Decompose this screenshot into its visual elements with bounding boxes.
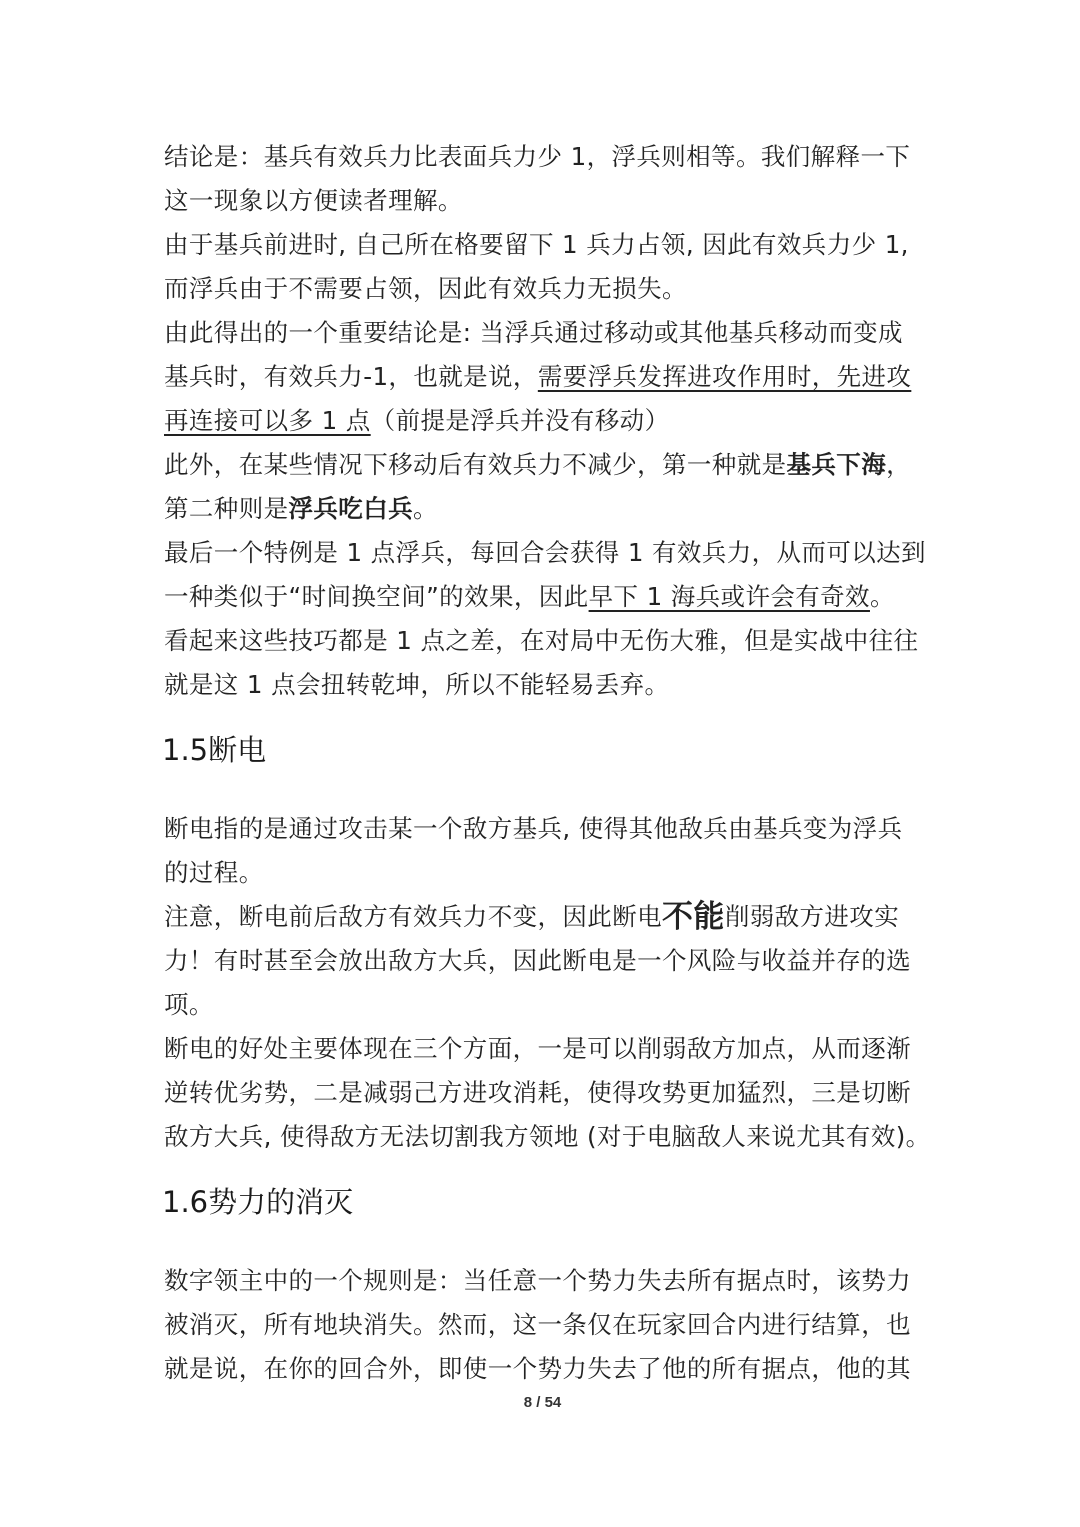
text-run: 。 [413, 494, 438, 523]
text-run: 此外，在某些情况下移动后有效兵力不减少，第一种就是 [164, 450, 787, 479]
section-heading: 1.5断电 [162, 733, 267, 767]
text-run: ， [886, 450, 912, 479]
paragraph-line [164, 580, 895, 614]
page-number: 8 / 54 [523, 1394, 562, 1411]
underlined-text: 需要浮兵发挥进攻作用时，先进攻 [537, 362, 912, 391]
paragraph-line: 就是这 1 点会扭转乾坤，所以不能轻易丢弃。 [164, 670, 670, 699]
paragraph-line: 数字领主中的一个规则是：当任意一个势力失去所有据点时，该势力 [164, 1266, 911, 1295]
bold-text: 浮兵吃白兵 [288, 494, 413, 523]
paragraph-line: 被消灭，所有地块消失。然而，这一条仅在玩家回合内进行结算，也 [164, 1310, 911, 1339]
paragraph-line [164, 360, 911, 394]
paragraph-line: 的过程。 [164, 858, 264, 887]
underlined-text: 再连接可以多 1 点 [164, 406, 371, 435]
text-run: 基兵时，有效兵力-1，也就是说， [164, 362, 538, 391]
paragraph-line: 这一现象以方便读者理解。 [164, 186, 463, 215]
text-run: 第二种则是 [164, 494, 289, 523]
paragraph-line [164, 900, 899, 934]
paragraph-line: 结论是：基兵有效兵力比表面兵力少 1，浮兵则相等。我们解释一下 [164, 142, 911, 171]
paragraph-line: 敌方大兵, 使得敌方无法切割我方领地 (对于电脑敌人来说尤其有效)。 [164, 1122, 931, 1151]
text-run: 注意，断电前后敌方有效兵力不变，因此断电 [164, 902, 662, 931]
paragraph-line: 由于基兵前进时, 自己所在格要留下 1 兵力占领, 因此有效兵力少 1, [164, 230, 909, 259]
section-heading: 1.6势力的消灭 [162, 1185, 354, 1219]
paragraph-line: 而浮兵由于不需要占领，因此有效兵力无损失。 [164, 274, 687, 303]
paragraph-line: 逆转优劣势，二是减弱己方进攻消耗，使得攻势更加猛烈，三是切断 [164, 1078, 911, 1107]
underlined-text: 早下 1 海兵或许会有奇效 [588, 582, 870, 611]
text-run: （前提是浮兵并没有移动） [370, 406, 670, 435]
paragraph-line: 力！有时甚至会放出敌方大兵，因此断电是一个风险与收益并存的选 [164, 946, 911, 975]
emphasis-text: 不能 [662, 899, 725, 935]
paragraph-line [164, 492, 438, 526]
paragraph-line: 最后一个特例是 1 点浮兵，每回合会获得 1 有效兵力，从而可以达到 [164, 538, 926, 567]
paragraph-line: 断电指的是通过攻击某一个敌方基兵, 使得其他敌兵由基兵变为浮兵 [164, 814, 903, 843]
text-run: 。 [869, 582, 895, 611]
paragraph-line: 看起来这些技巧都是 1 点之差，在对局中无伤大雅，但是实战中往往 [164, 626, 919, 655]
paragraph-line: 就是说，在你的回合外，即使一个势力失去了他的所有据点，他的其 [164, 1354, 911, 1383]
paragraph-line: 由此得出的一个重要结论是: 当浮兵通过移动或其他基兵移动而变成 [164, 318, 903, 347]
paragraph-line [164, 448, 911, 482]
text-run: 一种类似于“时间换空间”的效果，因此 [164, 582, 589, 611]
text-run: 削弱敌方进攻实 [724, 902, 900, 931]
paragraph-line: 断电的好处主要体现在三个方面，一是可以削弱敌方加点，从而逐渐 [164, 1034, 911, 1063]
paragraph-line [164, 404, 669, 438]
paragraph-line: 项。 [164, 990, 214, 1019]
bold-text: 基兵下海 [786, 450, 887, 479]
